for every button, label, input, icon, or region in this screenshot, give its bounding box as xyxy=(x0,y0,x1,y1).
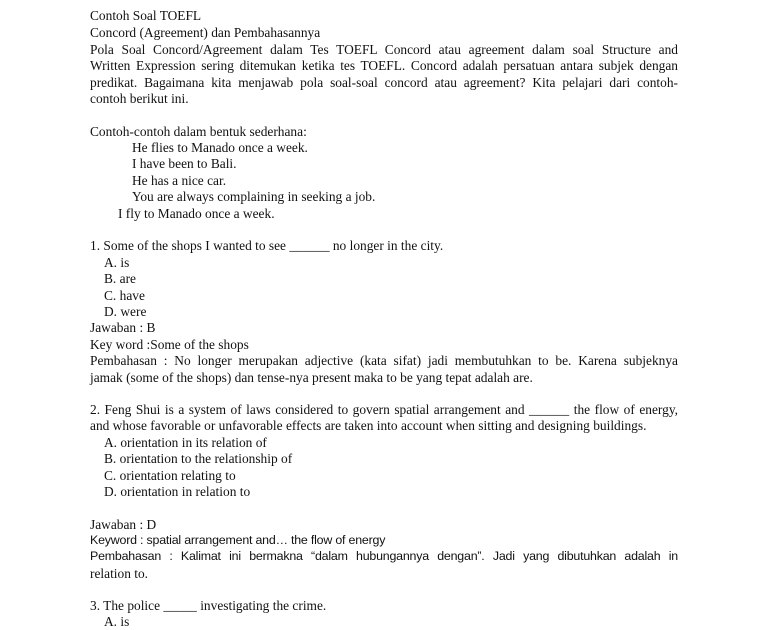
intro-paragraph-line: Written Expression sering ditemukan ketika tes TOEFL. Concord adalah persatuan antara subjek dengan xyxy=(90,58,678,73)
document-title: Contoh Soal TOEFL xyxy=(90,8,202,23)
question-1: 1. Some of the shops I wanted to see ______ no longer in the city. xyxy=(90,238,444,253)
q2-explanation-line: Pembahasan : Kalimat ini bermakna “dalam hubungannya dengan”. Jadi yang dibutuhkan adalah in xyxy=(90,549,678,563)
q1-option-c: C. have xyxy=(104,288,145,303)
q1-explanation-line: Pembahasan : No longer merupakan adjective (kata sifat) jadi membutuhkan to be. Karena subjeknya xyxy=(90,353,678,368)
q3-option-a: A. is xyxy=(104,614,130,629)
intro-paragraph-line: predikat. Bagaimana kita menjawab pola soal-soal concord atau agreement? Kita pelajari dari contoh- xyxy=(90,75,678,90)
q1-keyword: Key word :Some of the shops xyxy=(90,337,249,352)
intro-paragraph-line: contoh berikut ini. xyxy=(90,91,189,106)
example-sentence: He flies to Manado once a week. xyxy=(132,140,308,155)
q2-option-b: B. orientation to the relationship of xyxy=(104,451,293,466)
q1-option-d: D. were xyxy=(104,304,147,319)
question-2-line: 2. Feng Shui is a system of laws considered to govern spatial arrangement and ______ the flow of energy, xyxy=(90,402,678,417)
q2-option-c: C. orientation relating to xyxy=(104,468,236,483)
q2-answer: Jawaban : D xyxy=(90,517,157,532)
q2-keyword: Keyword : spatial arrangement and… the flow of energy xyxy=(90,533,386,547)
document-subtitle: Concord (Agreement) dan Pembahasannya xyxy=(90,25,321,40)
question-3: 3. The police _____ investigating the crime. xyxy=(90,598,327,613)
q2-explanation-line: relation to. xyxy=(90,566,149,581)
examples-heading: Contoh-contoh dalam bentuk sederhana: xyxy=(90,124,307,139)
q1-explanation-line: jamak (some of the shops) dan tense-nya present maka to be yang tepat adalah are. xyxy=(90,370,533,385)
question-2-line: and whose favorable or unfavorable effects are taken into account when sitting and designing buildings. xyxy=(90,418,647,433)
q2-option-d: D. orientation in relation to xyxy=(104,484,251,499)
example-sentence: I have been to Bali. xyxy=(132,156,237,171)
example-sentence: I fly to Manado once a week. xyxy=(118,206,275,221)
example-sentence: You are always complaining in seeking a job. xyxy=(132,189,376,204)
q2-option-a: A. orientation in its relation of xyxy=(104,435,267,450)
q1-answer: Jawaban : B xyxy=(90,320,156,335)
q1-option-b: B. are xyxy=(104,271,136,286)
intro-paragraph-line: Pola Soal Concord/Agreement dalam Tes TOEFL Concord atau agreement dalam soal Structure and xyxy=(90,42,678,57)
q1-option-a: A. is xyxy=(104,255,130,270)
example-sentence: He has a nice car. xyxy=(132,173,227,188)
